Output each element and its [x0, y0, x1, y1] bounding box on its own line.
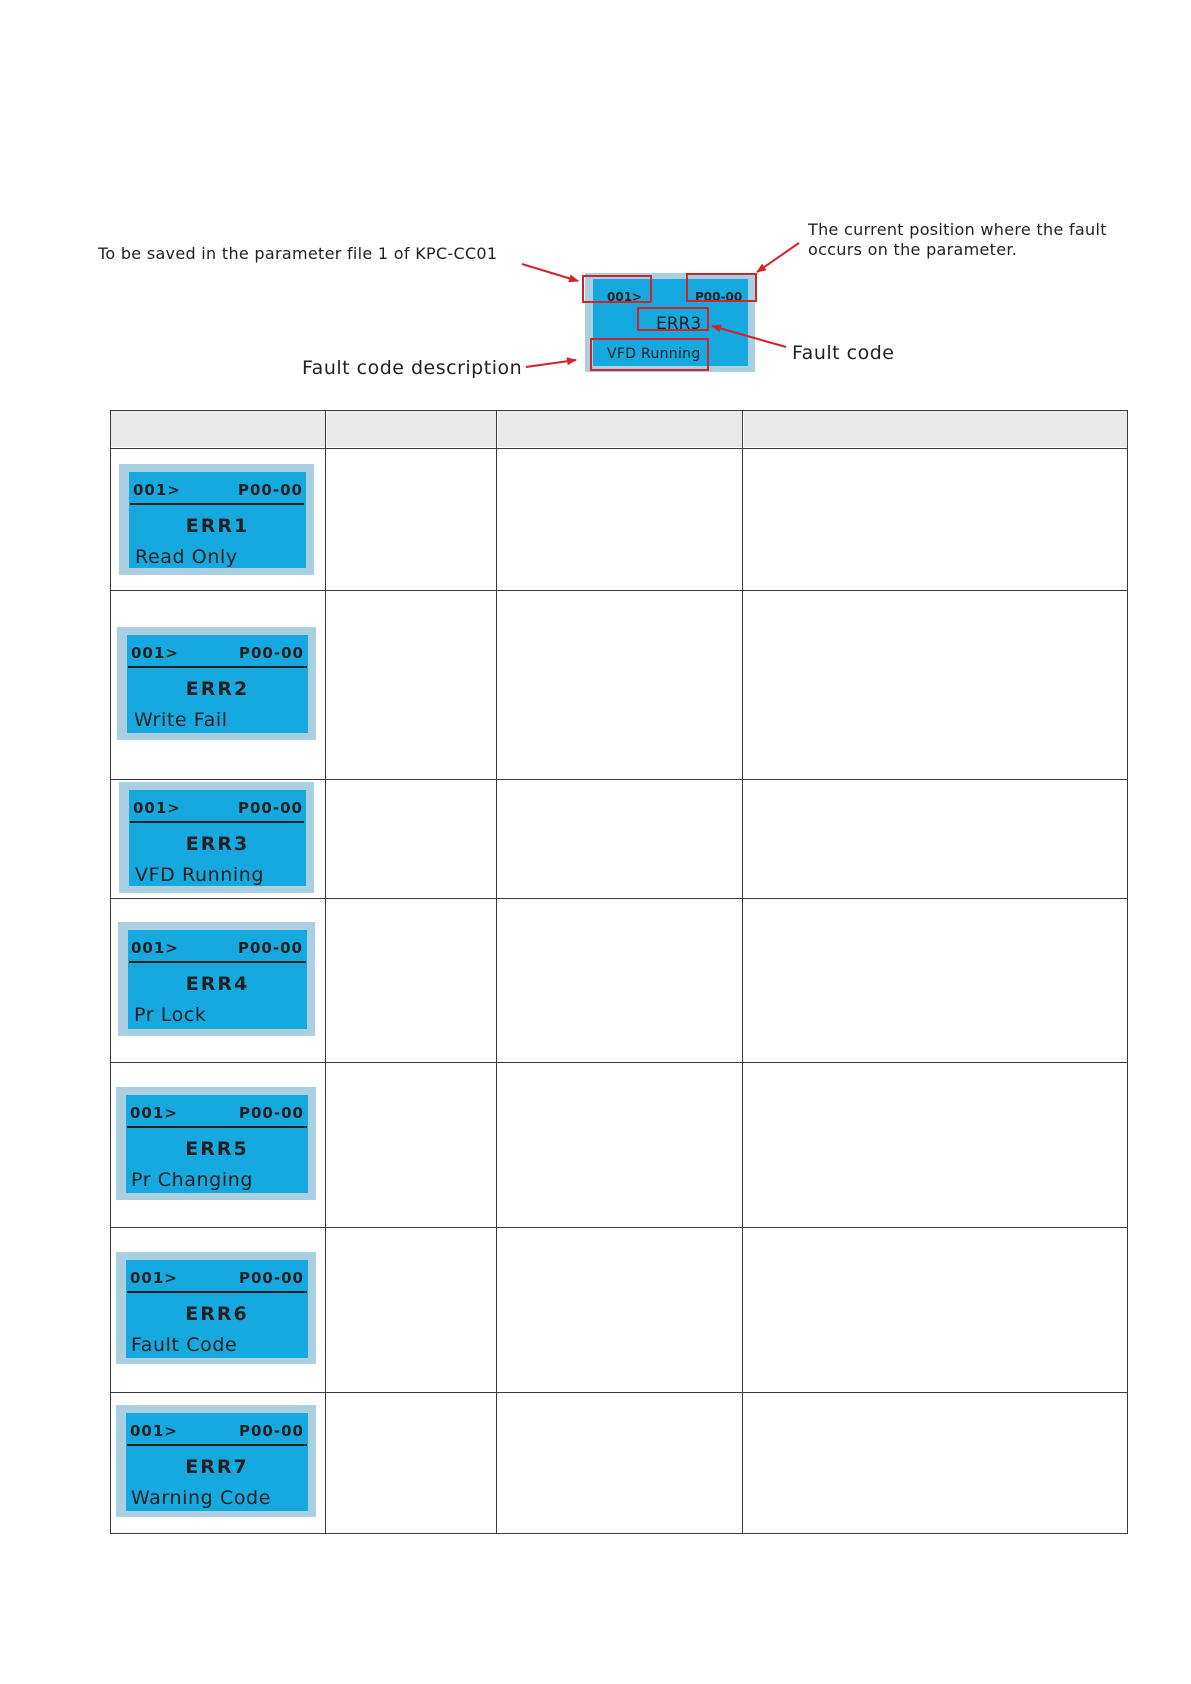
lcd-fault-code: ERR4: [185, 973, 250, 995]
table-header-cell: [111, 411, 325, 447]
table-rule: [110, 1062, 1128, 1063]
lcd-fault-code: ERR5: [185, 1138, 249, 1160]
table-row: [116, 1405, 316, 1517]
annotation-fault-code: Fault code: [792, 342, 895, 364]
lcd-screen: [129, 790, 306, 886]
lcd-screen: [127, 635, 308, 733]
lcd-divider: [127, 1291, 307, 1293]
arrow-to-param: [757, 243, 799, 272]
annotation-saved-file: To be saved in the parameter file 1 of KPC-CC01: [98, 244, 498, 263]
lcd-description: Pr Changing: [131, 1169, 254, 1191]
table-column-rule: [325, 410, 326, 1534]
fault-display-diagram: [0, 0, 1191, 390]
lcd-param: P00-00: [239, 1422, 304, 1440]
lcd-description: Warning Code: [131, 1487, 271, 1509]
arrow-to-file: [522, 264, 578, 281]
lcd-divider: [130, 503, 304, 505]
lcd-screen: [128, 930, 307, 1029]
annotation-fault-position-line1: The current position where the fault: [808, 220, 1107, 239]
lcd-file: 001>: [130, 1269, 178, 1287]
lcd-file: 001>: [131, 939, 179, 957]
table-rule: [110, 1533, 1128, 1534]
lcd-description: Pr Lock: [134, 1004, 207, 1026]
lcd-divider: [127, 1126, 307, 1128]
lcd-fault-code: ERR1: [185, 515, 250, 537]
lcd-screen: [126, 1095, 308, 1193]
table-row: [116, 1087, 316, 1200]
example-lcd-param: P00-00: [695, 290, 743, 304]
lcd-file: 001>: [130, 1104, 178, 1122]
table-row: [116, 1252, 316, 1364]
lcd-description: VFD Running: [135, 864, 265, 886]
arrow-to-description: [526, 360, 576, 367]
lcd-file: 001>: [130, 1422, 178, 1440]
lcd-divider: [127, 1444, 307, 1446]
lcd-file: 001>: [131, 644, 179, 662]
example-lcd-description: VFD Running: [607, 346, 701, 362]
table-column-rule: [1127, 410, 1128, 1534]
table-rule: [110, 410, 1128, 411]
lcd-param: P00-00: [238, 481, 303, 499]
lcd-param: P00-00: [238, 939, 303, 957]
table-column-rule: [110, 410, 111, 1534]
table-header-cell: [327, 411, 496, 447]
annotation-fault-position-line2: occurs on the parameter.: [808, 240, 1018, 259]
annotation-fault-description: Fault code description: [302, 357, 523, 379]
table-row: [119, 464, 314, 575]
lcd-file: 001>: [133, 481, 181, 499]
lcd-screen: [126, 1260, 308, 1358]
annotation-arrows: [0, 0, 1191, 390]
lcd-description: Read Only: [135, 546, 238, 568]
fault-code-table: [110, 410, 1128, 1534]
table-header-cell: [498, 411, 742, 447]
lcd-param: P00-00: [239, 1104, 304, 1122]
lcd-file: 001>: [133, 799, 181, 817]
table-rule: [110, 898, 1128, 899]
lcd-fault-code: ERR3: [185, 833, 250, 855]
lcd-description: Write Fail: [134, 709, 228, 731]
table-header-cell: [744, 411, 1127, 447]
lcd-divider: [129, 961, 306, 963]
table-rule: [110, 1392, 1128, 1393]
table-rule: [110, 779, 1128, 780]
lcd-screen: [126, 1413, 308, 1511]
table-row: [117, 627, 316, 740]
table-column-rule: [742, 410, 743, 1534]
table-rule: [110, 590, 1128, 591]
table-row: [119, 782, 314, 893]
lcd-fault-code: ERR7: [185, 1456, 249, 1478]
lcd-fault-code: ERR6: [185, 1303, 249, 1325]
lcd-screen: [129, 472, 306, 568]
lcd-param: P00-00: [238, 799, 303, 817]
lcd-divider: [128, 666, 307, 668]
table-rule: [110, 448, 1128, 449]
table-row: [118, 922, 315, 1036]
lcd-fault-code: ERR2: [185, 678, 250, 700]
lcd-divider: [130, 821, 304, 823]
example-lcd-file: 001>: [607, 290, 643, 304]
lcd-param: P00-00: [239, 1269, 304, 1287]
lcd-param: P00-00: [239, 644, 304, 662]
arrow-to-code: [712, 326, 786, 347]
example-lcd-code: ERR3: [656, 314, 702, 334]
lcd-description: Fault Code: [131, 1334, 238, 1356]
table-rule: [110, 1227, 1128, 1228]
table-column-rule: [496, 410, 497, 1534]
